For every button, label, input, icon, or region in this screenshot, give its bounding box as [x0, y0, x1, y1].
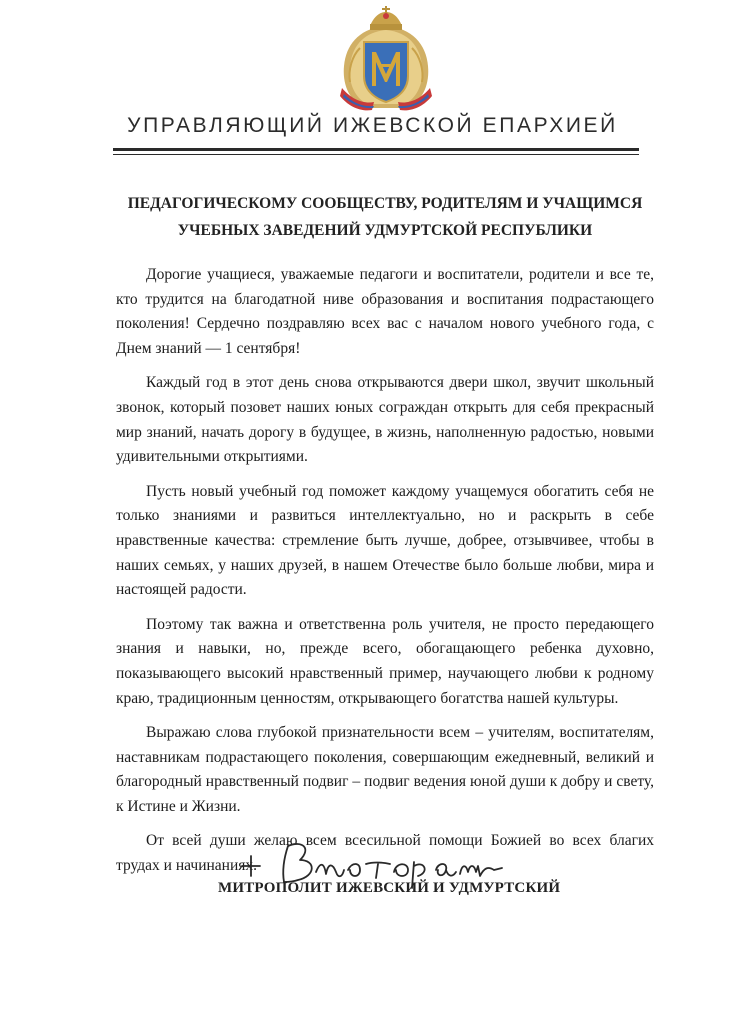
- addressee-line-2: УЧЕБНЫХ ЗАВЕДЕНИЙ УДМУРТСКОЙ РЕСПУБЛИКИ: [177, 222, 593, 239]
- addressee-line-1: ПЕДАГОГИЧЕСКОМУ СООБЩЕСТВУ, РОДИТЕЛЯМ И УЧАЩИМСЯ: [127, 195, 643, 212]
- letter-body: [116, 263, 654, 889]
- letterhead-title: УПРАВЛЯЮЩИЙ ИЖЕВСКОЙ ЕПАРХИЕЙ: [127, 114, 618, 137]
- body-paragraph-3: Пусть новый учебный год поможет каждому учащемуся обогатить себя не только знаниями и развиться интеллектуально, но и раскрыть в себе нравственные качества: стремление быть лучше, добрее, отзывчивее, чтобы в наших семьях, у наших друзей, в нашем Отечестве было больше любви, мира и настоящей радости.: [116, 482, 654, 599]
- body-paragraph-4: Поэтому так важна и ответственна роль учителя, не просто передающего знания и навыки, но, прежде всего, обогащающего ребенка духовно, показывающего высокий нравственный пример, научающего любви к родному краю, традиционным ценностям, открывающего богатства нашей культуры.: [116, 615, 654, 707]
- body-paragraph-2: Каждый год в этот день снова открываются двери школ, звучит школьный звонок, который позовет наших юных сограждан открыть для себя прекрасный мир знаний, начать дорогу в будущее, в жизнь, наполненную радостью, новыми удивительными открытиями.: [116, 374, 654, 466]
- body-paragraph-1: Дорогие учащиеся, уважаемые педагоги и воспитатели, родители и все те, кто трудится на благодатной ниве образования и воспитания подрастающего поколения! Сердечно поздравляю всех вас с началом нового учебного года, с Днем знаний — 1 сентября!: [116, 266, 654, 357]
- addressee-heading: [60, 190, 710, 244]
- body-paragraph-5: Выражаю слова глубокой признательности всем – учителям, воспитателям, наставникам подрастающего поколения, совершающим ежедневный, великий и благородный нравственный подвиг – подвиг ведения юной души к добру и свету, к Истине и Жизни.: [116, 724, 654, 815]
- signer-title: МИТРОПОЛИТ ИЖЕВСКИЙ И УДМУРТСКИЙ: [218, 880, 561, 896]
- letterhead-rule-thin: [113, 154, 639, 155]
- letterhead-rule-thick: [113, 148, 639, 151]
- body-paragraph-6: От всей души желаю всем всесильной помощи Божией во всех благих трудах и начинаниях.: [116, 832, 654, 875]
- diocese-coat-of-arms-icon: [330, 4, 442, 116]
